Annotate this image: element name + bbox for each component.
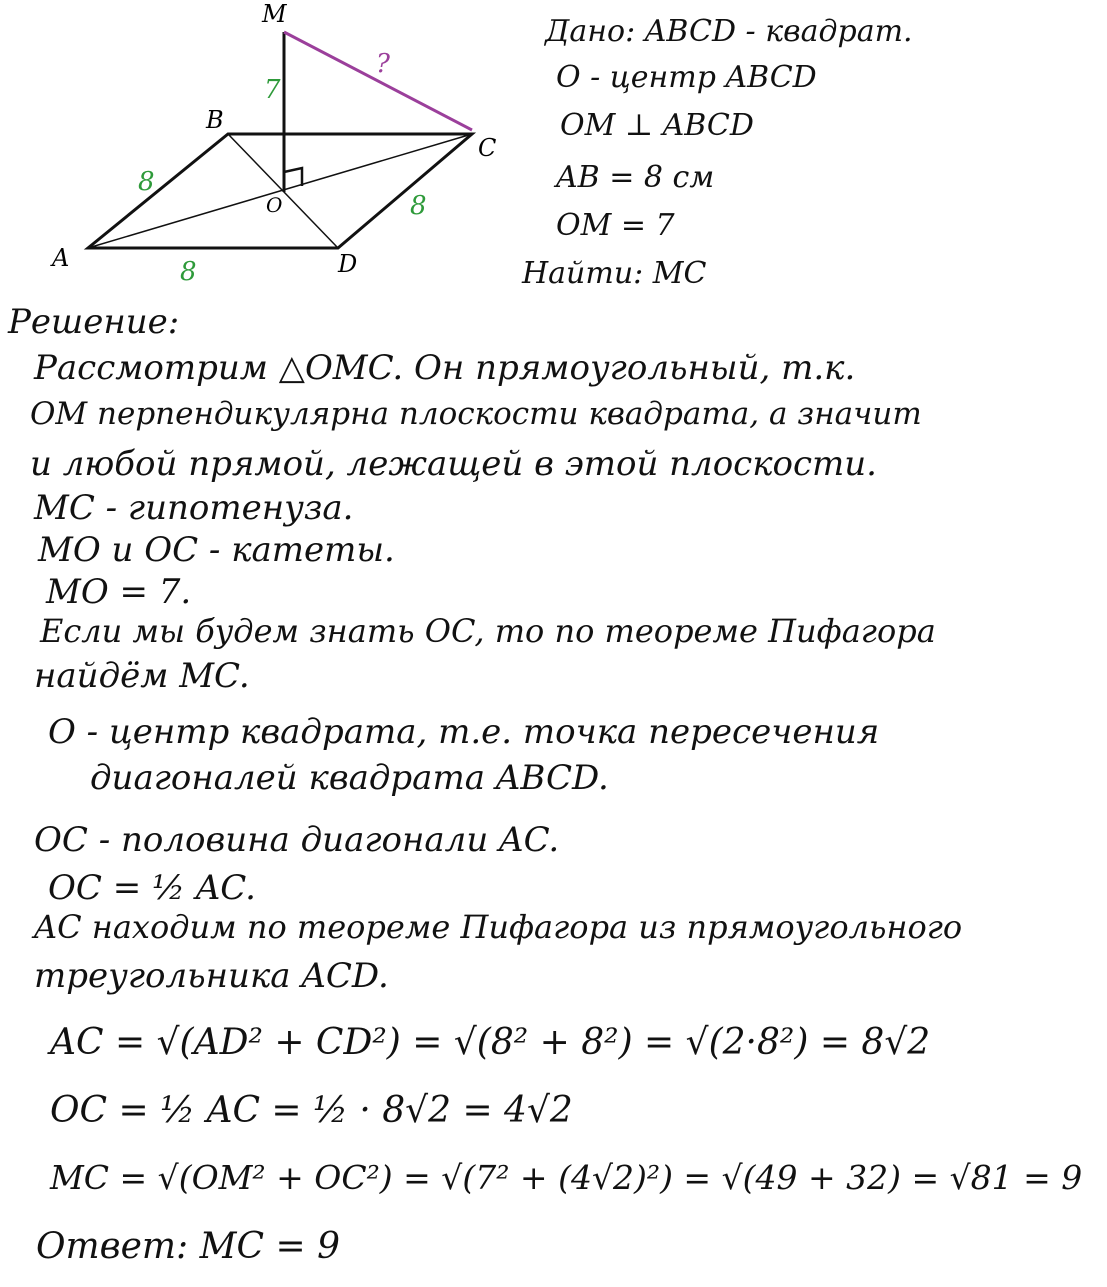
equation-oc: OC = ½ AC = ½ · 8√2 = 4√2	[50, 1090, 573, 1131]
right-angle-mark	[284, 168, 302, 186]
solution-line: OC = ½ AC.	[48, 868, 256, 908]
solution-line: MO = 7.	[46, 572, 192, 612]
label-c: C	[478, 134, 497, 162]
label-a: A	[52, 244, 70, 272]
equation-mc: MC = √(OM² + OC²) = √(7² + (4√2)²) = √(49 + 32) = √81 = 9	[50, 1158, 1083, 1197]
given-line: AB = 8 см	[556, 160, 715, 195]
label-mc-unknown: ?	[376, 49, 390, 79]
given-line: OM = 7	[556, 208, 675, 243]
given-line: Дано: ABCD - квадрат.	[545, 14, 913, 49]
solution-line: O - центр квадрата, т.е. точка пересечения	[48, 712, 880, 752]
answer: Ответ: MC = 9	[36, 1226, 340, 1267]
label-ab-length: 8	[138, 167, 155, 197]
solution-line: Если мы будем знать OC, то по теореме Пифагора	[40, 612, 936, 650]
solution-line: AC находим по теореме Пифагора из прямоугольного	[34, 908, 963, 946]
label-b: B	[206, 106, 224, 134]
solution-line: OC - половина диагонали AC.	[34, 820, 560, 860]
solution-heading: Решение:	[8, 302, 180, 342]
given-line: Найти: MC	[522, 256, 707, 291]
solution-line: MC - гипотенуза.	[34, 488, 354, 528]
label-d: D	[338, 250, 358, 278]
solution-line: диагоналей квадрата ABCD.	[90, 758, 609, 798]
label-m: M	[262, 0, 287, 28]
solution-line: треугольника ACD.	[34, 956, 389, 996]
label-ad-length: 8	[180, 257, 197, 287]
solution-line: найдём MC.	[34, 656, 250, 696]
solution-line: и любой прямой, лежащей в этой плоскости.	[30, 444, 877, 484]
equation-ac: AC = √(AD² + CD²) = √(8² + 8²) = √(2·8²) = 8√2	[50, 1022, 931, 1063]
solution-line: OM перпендикулярна плоскости квадрата, а значит	[30, 396, 922, 432]
label-om-length: 7	[264, 75, 281, 105]
segment-mc	[284, 32, 472, 130]
solution-line: MO и OC - катеты.	[38, 530, 395, 570]
label-cd-length: 8	[410, 191, 427, 221]
given-line: O - центр ABCD	[556, 60, 817, 95]
given-line: OM ⊥ ABCD	[560, 108, 754, 143]
solution-line: Рассмотрим △OMC. Он прямоугольный, т.к.	[34, 348, 856, 388]
label-o: O	[266, 193, 283, 217]
